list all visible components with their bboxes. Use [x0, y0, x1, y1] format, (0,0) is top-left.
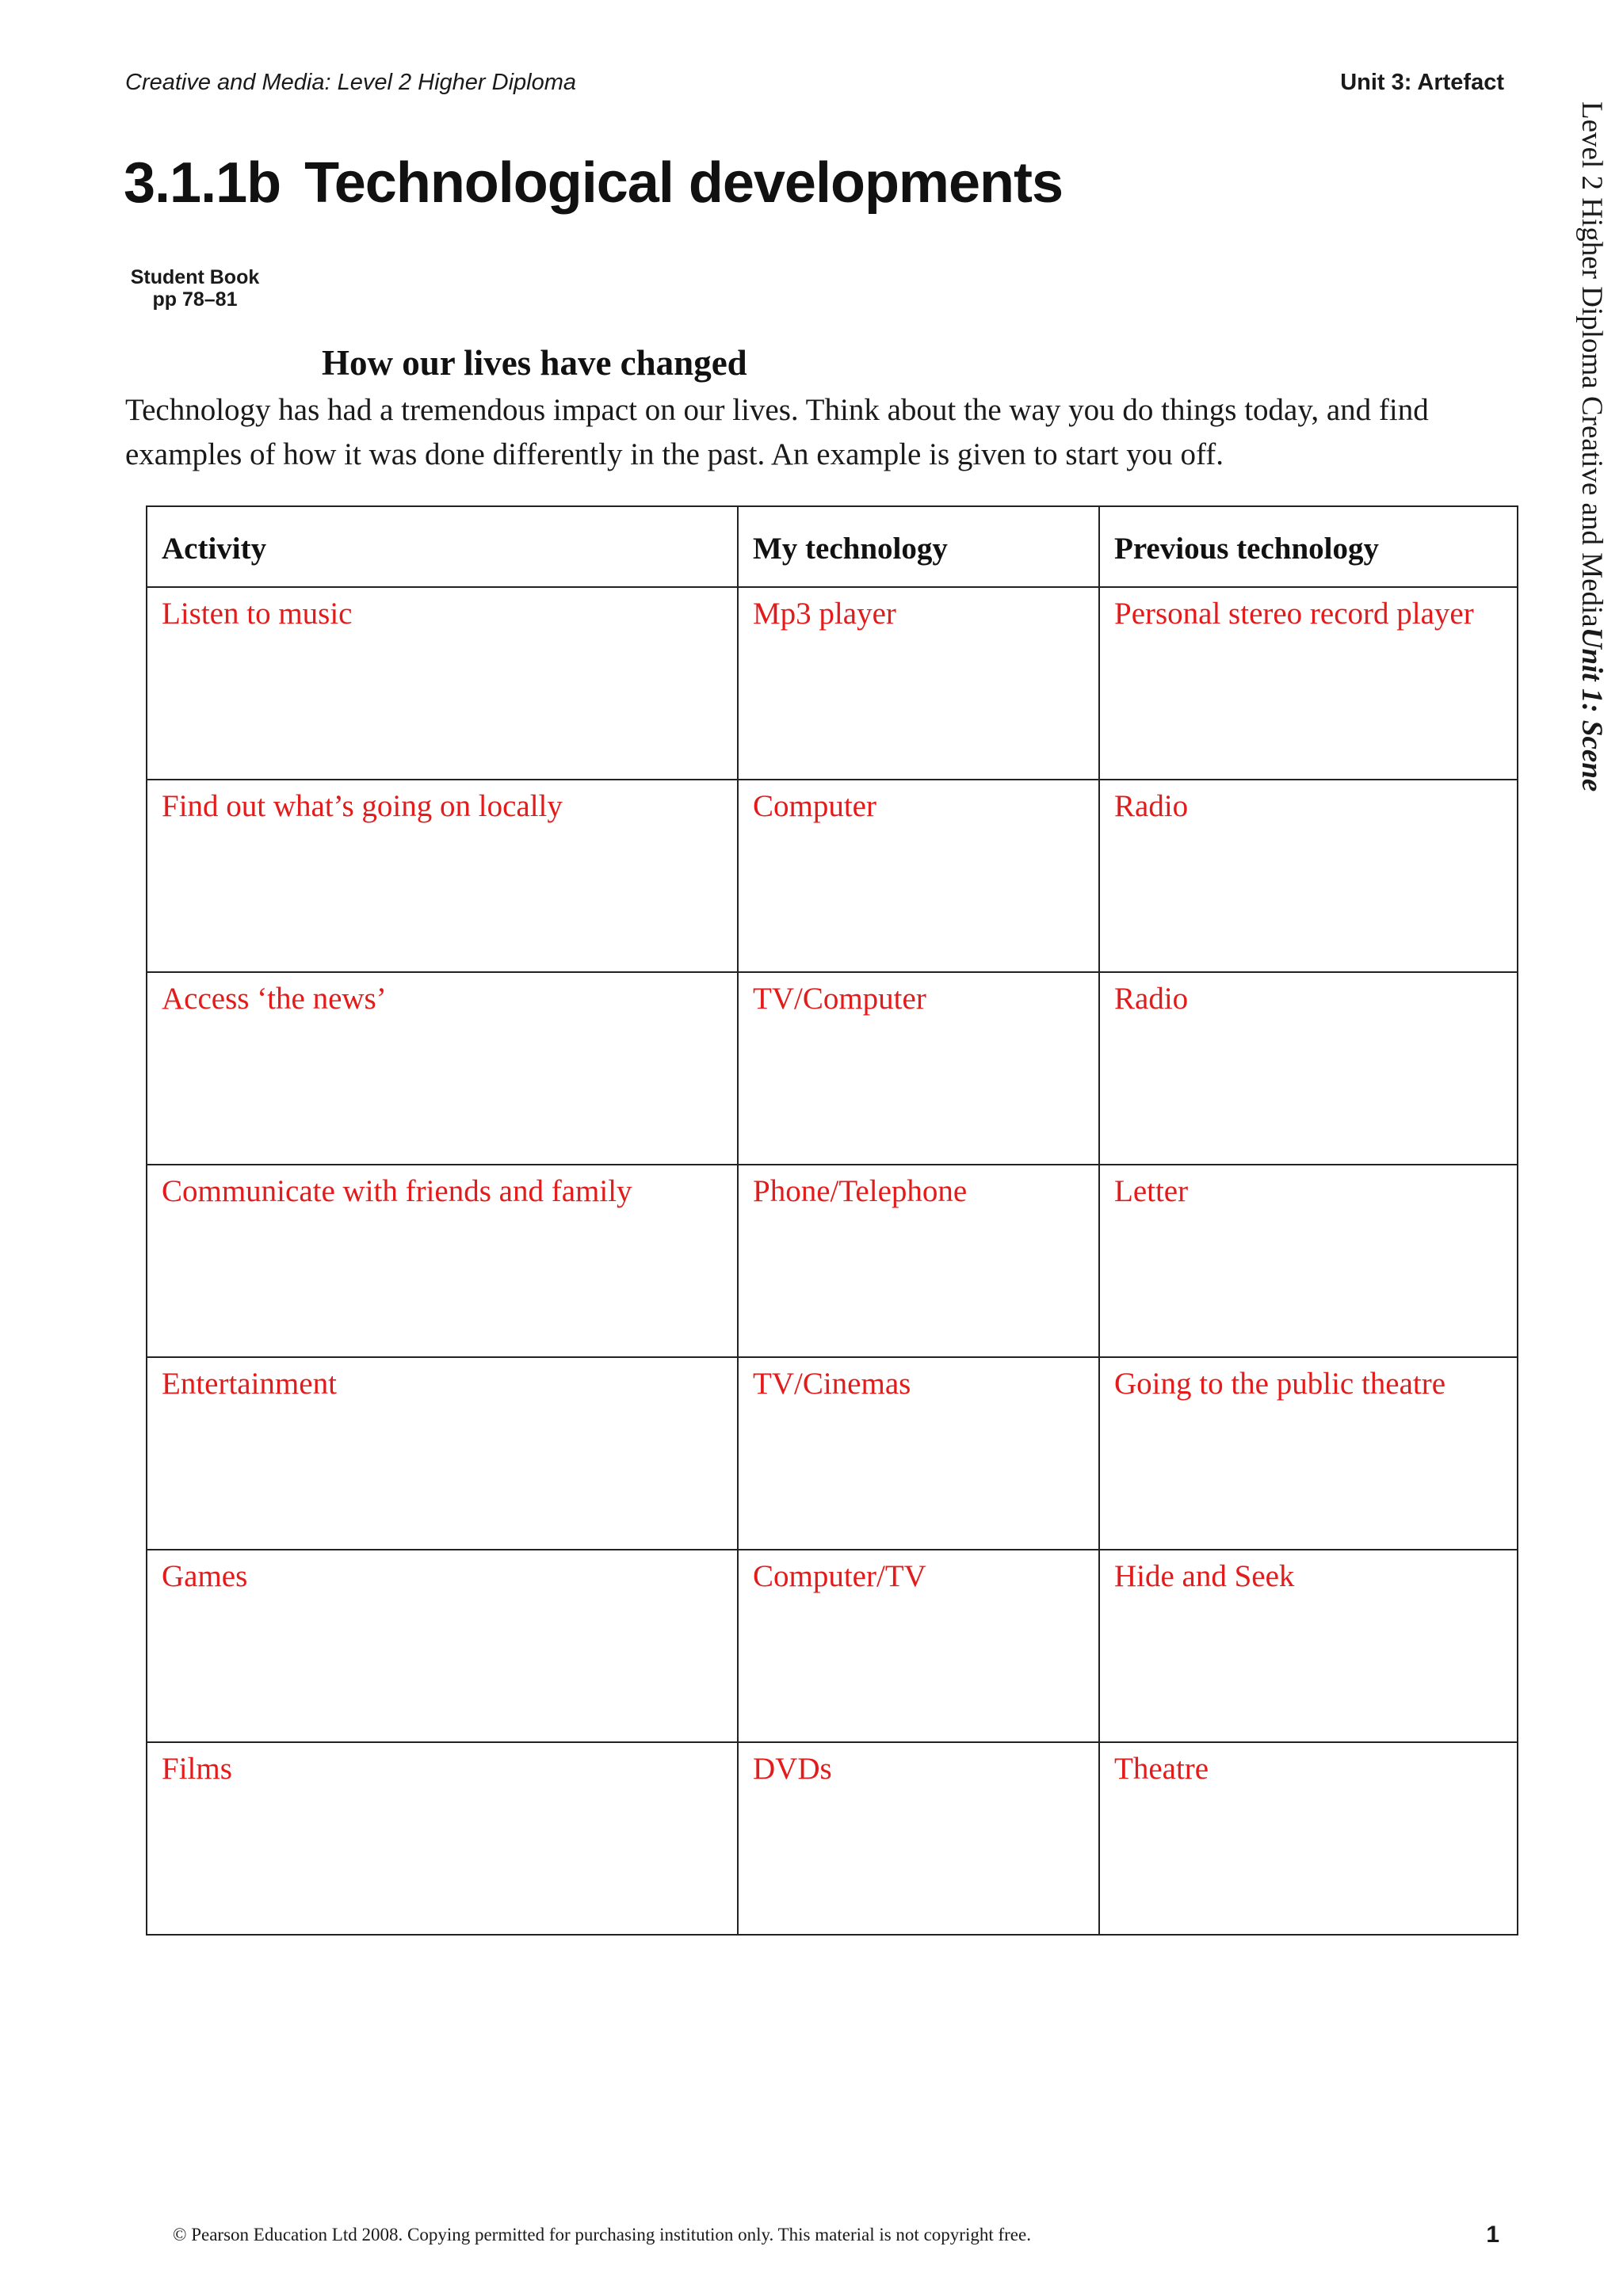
running-header-unit: Unit 3: Artefact [1340, 70, 1504, 95]
previous-technology-cell: Theatre [1099, 1742, 1518, 1935]
table-row [147, 587, 1518, 780]
previous-technology-cell: Going to the public theatre [1099, 1357, 1518, 1550]
student-book-pages: pp 78–81 [152, 288, 238, 311]
activity-table [146, 505, 1518, 1936]
page-title [124, 151, 1063, 215]
activity-cell: Entertainment [147, 1357, 738, 1550]
table-row [147, 972, 1518, 1165]
student-book-label: Student Book [130, 266, 260, 288]
activity-cell: Games [147, 1550, 738, 1742]
title-number: 3.1.1b [124, 151, 281, 215]
table-row [147, 1165, 1518, 1357]
section-heading: How our lives have changed [322, 343, 747, 383]
my-technology-cell: Mp3 player [738, 587, 1099, 780]
previous-technology-cell: Radio [1099, 972, 1518, 1165]
my-technology-cell: Computer [738, 780, 1099, 972]
table-row [147, 1550, 1518, 1742]
header-my-technology: My technology [738, 506, 1099, 587]
side-margin-unit: Unit 1: Scene [1575, 627, 1608, 792]
copyright-footer: © Pearson Education Ltd 2008. Copying permitted for purchasing institution only. This material is not copyright free. [173, 2225, 1031, 2245]
running-header-title: Creative and Media: Level 2 Higher Diploma [125, 70, 577, 95]
student-book-reference [124, 266, 266, 311]
activity-cell: Communicate with friends and family [147, 1165, 738, 1357]
my-technology-cell: Phone/Telephone [738, 1165, 1099, 1357]
previous-technology-cell: Hide and Seek [1099, 1550, 1518, 1742]
page-number: 1 [1486, 2222, 1499, 2248]
previous-technology-cell: Letter [1099, 1165, 1518, 1357]
table-row [147, 1357, 1518, 1550]
table-row [147, 780, 1518, 972]
header-previous-technology: Previous technology [1099, 506, 1518, 587]
my-technology-cell: TV/Computer [738, 972, 1099, 1165]
side-margin-diploma: Level 2 Higher Diploma Creative and Media [1575, 101, 1608, 627]
title-text: Technological developments [304, 151, 1063, 215]
table-header-row [147, 506, 1518, 587]
side-margin-text [1575, 101, 1609, 791]
activity-cell: Access ‘the news’ [147, 972, 738, 1165]
activity-cell: Films [147, 1742, 738, 1935]
activity-cell: Find out what’s going on locally [147, 780, 738, 972]
my-technology-cell: DVDs [738, 1742, 1099, 1935]
header-activity: Activity [147, 506, 738, 587]
activity-cell: Listen to music [147, 587, 738, 780]
previous-technology-cell: Radio [1099, 780, 1518, 972]
previous-technology-cell: Personal stereo record player [1099, 587, 1518, 780]
my-technology-cell: TV/Cinemas [738, 1357, 1099, 1550]
intro-paragraph: Technology has had a tremendous impact on our lives. Think about the way you do things today, and find examples of how it was done differently in the past. An example is given to start you off. [125, 393, 1429, 471]
table-row [147, 1742, 1518, 1935]
my-technology-cell: Computer/TV [738, 1550, 1099, 1742]
